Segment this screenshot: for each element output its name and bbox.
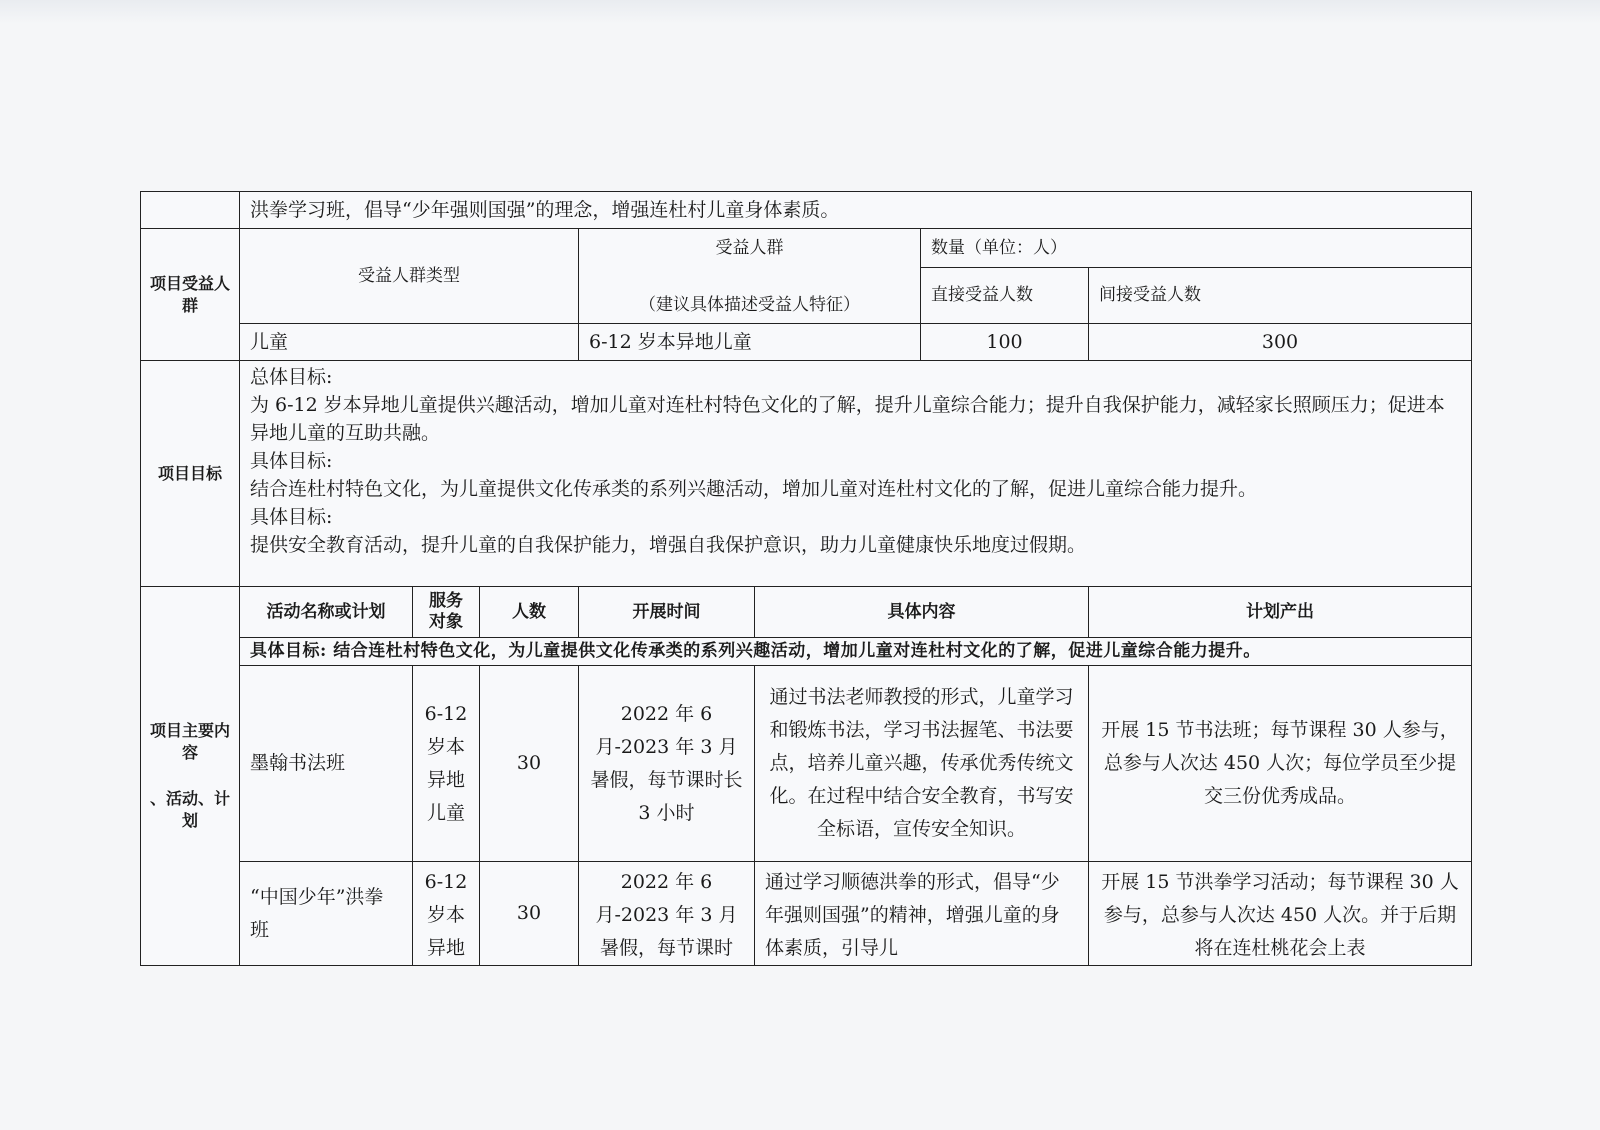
specific-goal-text-1: 结合连杜村特色文化，为儿童提供文化传承类的系列兴趣活动，增加儿童对连杜村文化的了解，促进儿童综合能力提升。 <box>250 478 1258 500</box>
col-header-count: 人数 <box>480 587 579 638</box>
activity-count: 30 <box>480 862 579 966</box>
intro-label-cell <box>141 192 240 229</box>
project-table <box>140 191 1472 966</box>
activity-target: 6-12 岁本异地儿童 <box>413 666 480 862</box>
intro-text: 洪拳学习班，倡导“少年强则国强”的理念，增强连杜村儿童身体素质。 <box>240 192 1472 229</box>
activity-time: 2022 年 6 月-2023 年 3 月暑假，每节课时长 3 小时 <box>579 666 755 862</box>
activity-output: 开展 15 节洪拳学习活动；每节课程 30 人参与，总参与人次达 450 人次。并于后期将在连杜桃花会上表 <box>1089 862 1472 966</box>
sub-goal-text: 具体目标: 结合连杜村特色文化，为儿童提供文化传承类的系列兴趣活动，增加儿童对连杜村文化的了解，促进儿童综合能力提升。 <box>240 638 1472 666</box>
activities-label <box>141 587 240 966</box>
beneficiary-type: 儿童 <box>240 324 579 361</box>
specific-goal-text-2: 提供安全教育活动，提升儿童的自我保护能力，增强自我保护意识，助力儿童健康快乐地度过假期。 <box>250 534 1087 556</box>
col-header-content: 具体内容 <box>755 587 1089 638</box>
goals-label: 项目目标 <box>141 361 240 587</box>
goals-content <box>240 361 1472 587</box>
activity-row <box>141 862 1472 966</box>
activity-count: 30 <box>480 666 579 862</box>
group-header-line2: （建议具体描述受益人特征） <box>639 295 860 315</box>
activities-label-line1: 项目主要内容 <box>149 721 230 762</box>
activity-content: 通过学习顺德洪拳的形式，倡导“少年强则国强”的精神，增强儿童的身体素质，引导儿 <box>755 862 1089 966</box>
beneficiary-header-row <box>141 229 1472 268</box>
activity-row <box>141 666 1472 862</box>
beneficiary-type-header: 受益人群类型 <box>240 229 579 324</box>
col-header-name: 活动名称或计划 <box>240 587 413 638</box>
direct-count: 100 <box>921 324 1089 361</box>
activities-header-row <box>141 587 1472 638</box>
activity-output: 开展 15 节书法班；每节课程 30 人参与，总参与人次达 450 人次；每位学员至少提交三份优秀成品。 <box>1089 666 1472 862</box>
indirect-count: 300 <box>1089 324 1472 361</box>
overall-goal-text: 为 6-12 岁本异地儿童提供兴趣活动，增加儿童对连杜村特色文化的了解，提升儿童综合能力；提升自我保护能力，减轻家长照顾压力；促进本异地儿童的互助共融。 <box>250 394 1445 444</box>
intro-row <box>141 192 1472 229</box>
beneficiary-group-header <box>579 229 921 324</box>
specific-goal-heading-1: 具体目标: <box>250 450 333 472</box>
beneficiary-label: 项目受益人群 <box>141 229 240 361</box>
beneficiary-group: 6-12 岁本异地儿童 <box>579 324 921 361</box>
sub-goal-row <box>141 638 1472 666</box>
count-header: 数量（单位：人） <box>921 229 1472 268</box>
scan-edge <box>0 0 1600 24</box>
group-header-line1: 受益人群 <box>715 238 784 258</box>
activity-content: 通过书法老师教授的形式，儿童学习和锻炼书法，学习书法握笔、书法要点，培养儿童兴趣，传承优秀传统文化。在过程中结合安全教育，书写安全标语，宣传安全知识。 <box>755 666 1089 862</box>
activities-label-line2: 、活动、计划 <box>149 789 230 830</box>
activity-name: “中国少年”洪拳班 <box>240 862 413 966</box>
goals-row <box>141 361 1472 587</box>
activity-time: 2022 年 6 月-2023 年 3 月暑假，每节课时 <box>579 862 755 966</box>
activity-name: 墨翰书法班 <box>240 666 413 862</box>
col-header-target: 服务对象 <box>413 587 480 638</box>
indirect-header: 间接受益人数 <box>1089 268 1472 324</box>
col-header-output: 计划产出 <box>1089 587 1472 638</box>
specific-goal-heading-2: 具体目标: <box>250 506 333 528</box>
beneficiary-data-row <box>141 324 1472 361</box>
overall-goal-heading: 总体目标: <box>250 366 333 388</box>
col-header-time: 开展时间 <box>579 587 755 638</box>
activity-target: 6-12 岁本异地 <box>413 862 480 966</box>
direct-header: 直接受益人数 <box>921 268 1089 324</box>
